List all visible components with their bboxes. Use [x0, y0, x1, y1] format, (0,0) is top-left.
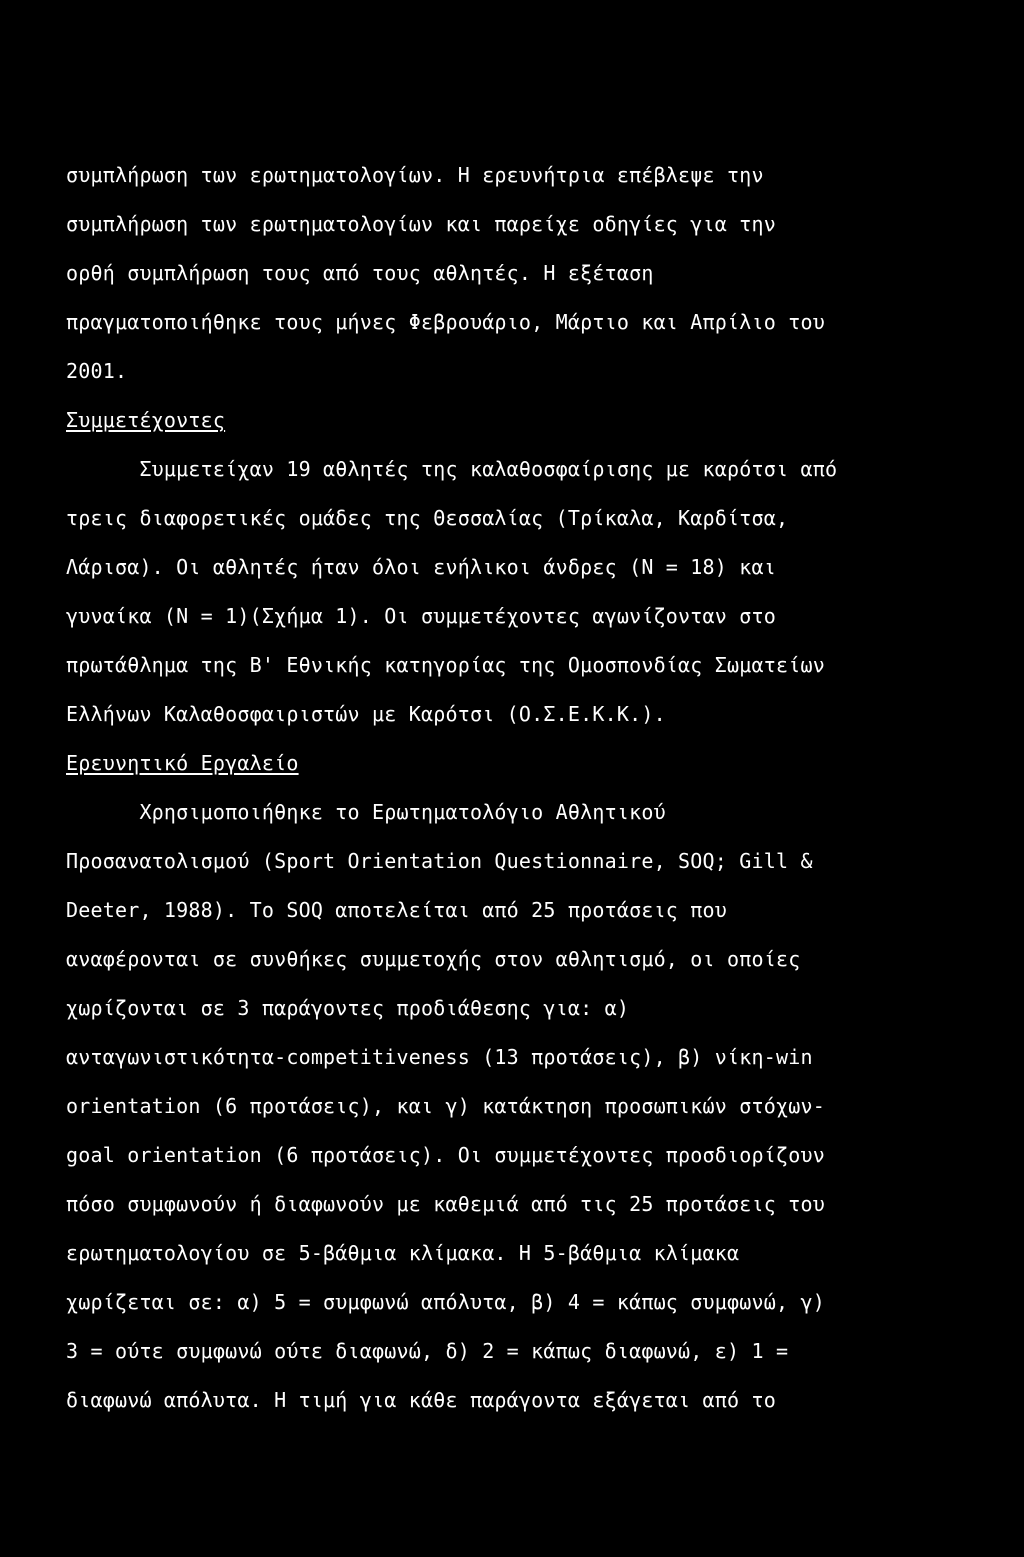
body-text-line: Λάρισα). Οι αθλητές ήταν όλοι ενήλικοι άνδρες (Ν = 18) και — [66, 555, 776, 579]
body-text-line: goal orientation (6 προτάσεις). Οι συμμετέχοντες προσδιορίζουν — [66, 1143, 825, 1167]
body-text-line: Ελλήνων Καλαθοσφαιριστών με Καρότσι (Ο.Σ.Ε.Κ.Κ.). — [66, 702, 666, 726]
body-text-line: πόσο συμφωνούν ή διαφωνούν με καθεμιά από τις 25 προτάσεις του — [66, 1192, 825, 1216]
body-text-line: συμπλήρωση των ερωτηματολογίων και παρείχε οδηγίες για την — [66, 212, 776, 236]
body-text-line: Χρησιμοποιήθηκε το Ερωτηματολόγιο Αθλητικού — [66, 800, 666, 824]
body-text-line: 2001. — [66, 359, 128, 383]
body-text-line: Συμμετείχαν 19 αθλητές της καλαθοσφαίρισης με καρότσι από — [66, 457, 838, 481]
body-text-line: ερωτηματολογίου σε 5-βάθμια κλίμακα. Η 5-βάθμια κλίμακα — [66, 1241, 740, 1265]
body-text-line: χωρίζονται σε 3 παράγοντες προδιάθεσης για: α) — [66, 996, 630, 1020]
body-text-line: χωρίζεται σε: α) 5 = συμφωνώ απόλυτα, β) 4 = κάπως συμφωνώ, γ) — [66, 1290, 825, 1314]
body-text-line: γυναίκα (Ν = 1)(Σχήμα 1). Οι συμμετέχοντες αγωνίζονταν στο — [66, 604, 776, 628]
section-heading-participants: Συμμετέχοντες — [66, 408, 226, 432]
body-text-line: 3 = ούτε συμφωνώ ούτε διαφωνώ, δ) 2 = κάπως διαφωνώ, ε) 1 = — [66, 1339, 789, 1363]
body-text-line: orientation (6 προτάσεις), και γ) κατάκτηση προσωπικών στόχων- — [66, 1094, 825, 1118]
section-heading-research-tool: Ερευνητικό Εργαλείο — [66, 751, 299, 775]
body-text-line: ανταγωνιστικότητα-competitiveness (13 προτάσεις), β) νίκη-win — [66, 1045, 813, 1069]
body-text-line: Προσανατολισμού (Sport Orientation Questionnaire, SOQ; Gill & — [66, 849, 813, 873]
body-text-line: συμπλήρωση των ερωτηματολογίων. Η ερευνήτρια επέβλεψε την — [66, 163, 764, 187]
body-text-line: πρωτάθλημα της Β' Εθνικής κατηγορίας της Ομοσπονδίας Σωματείων — [66, 653, 825, 677]
body-text-line: αναφέρονται σε συνθήκες συμμετοχής στον αθλητισμό, οι οποίες — [66, 947, 801, 971]
body-text-line: τρεις διαφορετικές ομάδες της Θεσσαλίας (Τρίκαλα, Καρδίτσα, — [66, 506, 789, 530]
body-text-line: πραγματοποιήθηκε τους μήνες Φεβρουάριο, Μάρτιο και Απρίλιο του — [66, 310, 825, 334]
body-text-line: ορθή συμπλήρωση τους από τους αθλητές. Η εξέταση — [66, 261, 654, 285]
body-text-line: διαφωνώ απόλυτα. Η τιμή για κάθε παράγοντα εξάγεται από το — [66, 1388, 776, 1412]
body-text-line: Deeter, 1988). Το SOQ αποτελείται από 25 προτάσεις που — [66, 898, 728, 922]
